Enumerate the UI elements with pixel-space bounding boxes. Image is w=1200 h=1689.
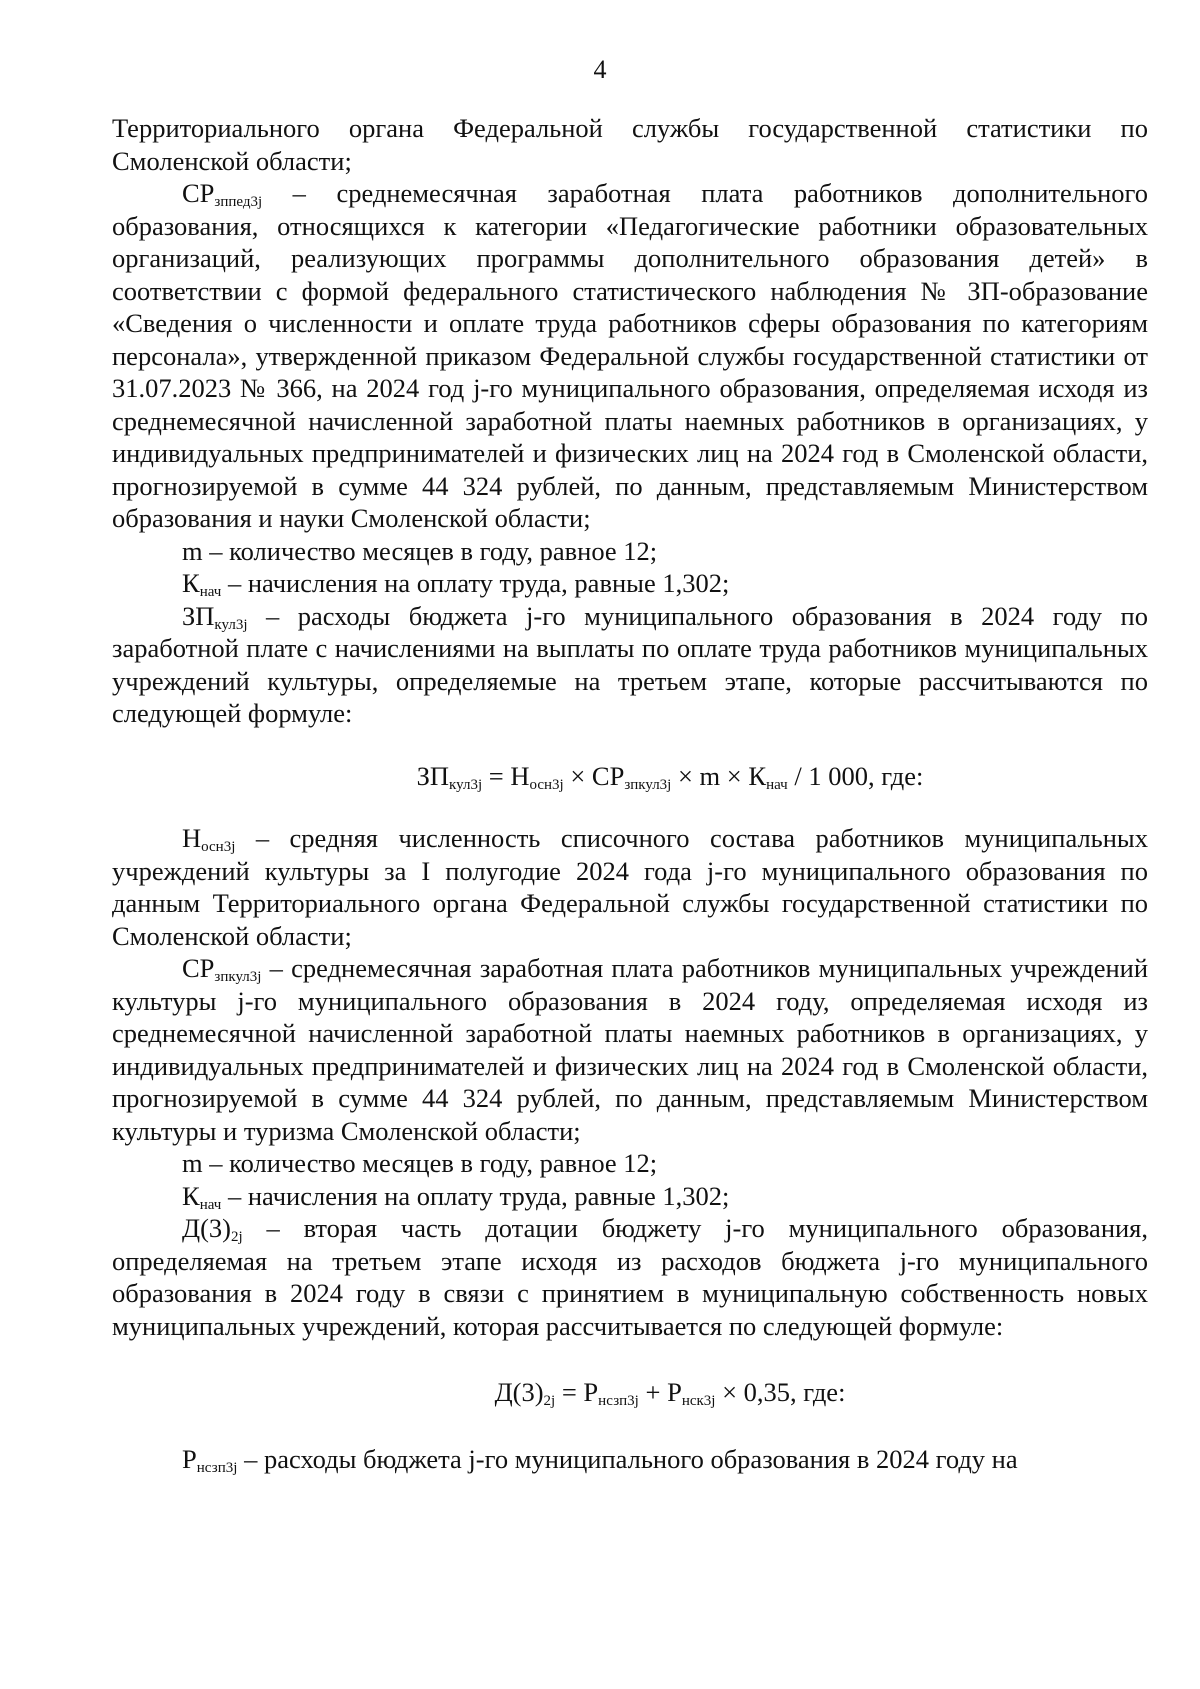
formula-lhs-subscript: кул3j	[449, 776, 483, 793]
paragraph-cr-zpkul	[112, 952, 1148, 1147]
formula-tail: / 1 000, где:	[787, 760, 924, 791]
paragraph-text: – начисления на оплату труда, равные 1,302;	[221, 568, 730, 598]
formula-term-subscript: нсзп3j	[598, 1393, 639, 1409]
formula-term: К	[748, 760, 767, 791]
formula-term: Р	[667, 1377, 682, 1407]
paragraph-zp-kul	[112, 600, 1148, 730]
formula-operator: × m ×	[671, 760, 749, 791]
formula-term-subscript: нач	[766, 776, 788, 793]
paragraph-text: – начисления на оплату труда, равные 1,302;	[221, 1180, 730, 1211]
paragraph-text: – расходы бюджета j-го муниципального образования в 2024 году по заработной плате с начислениями на выплаты по оплате труда работников муниципальных учреждений культуры, определяемые на третьем этапе, которые рассчитываются по следующей формуле:	[112, 600, 1148, 728]
symbol: К	[182, 568, 200, 598]
symbol: СР	[182, 953, 215, 983]
symbol: К	[182, 1180, 200, 1211]
formula-term: Р	[583, 1377, 599, 1407]
formula-term-subscript: зпкул3j	[624, 776, 672, 793]
paragraph-text: – средняя численность списочного состава работников муниципальных учреждений культуры за I полугодие 2024 года j-го муниципального образования по данным Территориального органа Федеральной службы государственной статистики по Смоленской области;	[112, 823, 1148, 951]
formula-lhs: Д(3)	[494, 1377, 544, 1407]
paragraph-m-2: m – количество месяцев в году, равное 12;	[182, 1148, 658, 1178]
paragraph-cr-zpped	[112, 177, 1148, 535]
formula-lhs: ЗП	[416, 760, 450, 791]
paragraph-continuation: Территориального органа Федеральной службы государственной статистики по Смоленской области;	[112, 113, 1148, 176]
formula-zp-kul	[192, 760, 1148, 793]
symbol: Н	[182, 823, 202, 853]
document-body	[112, 112, 1148, 1475]
symbol-subscript: зпкул3j	[214, 969, 262, 985]
paragraph-d3	[112, 1212, 1148, 1342]
symbol-subscript: 2j	[230, 1229, 243, 1245]
page-number: 4	[593, 55, 607, 84]
symbol-subscript: осн3j	[201, 839, 236, 855]
symbol: ЗП	[182, 600, 215, 631]
formula-term: Н	[510, 760, 530, 791]
formula-tail: × 0,35, где:	[715, 1377, 846, 1407]
formula-term-subscript: осн3j	[529, 776, 564, 793]
paragraph-m-1: m – количество месяцев в году, равное 12;	[182, 535, 658, 566]
paragraph-knach-1	[112, 567, 1148, 600]
formula-term: СР	[591, 760, 625, 791]
symbol: Д(3)	[182, 1213, 231, 1243]
paragraph-text: – среднемесячная заработная плата работников муниципальных учреждений культуры j-го муниципального образования в 2024 году, определяемая исходя из среднемесячной начисленной заработной платы наемных работников в организациях, у индивидуальных предпринимателей и физических лиц на 2024 год в Смоленской области, прогнозируемой в сумме 44 324 рублей, по данным, представляемым Министерством культуры и туризма Смоленской области;	[112, 953, 1148, 1146]
paragraph-n-osn	[112, 822, 1148, 952]
symbol: Р	[182, 1443, 197, 1474]
symbol-subscript: нсзп3j	[196, 1459, 238, 1476]
formula-operator: ×	[563, 760, 592, 791]
formula-d3	[192, 1376, 1148, 1409]
formula-lhs-subscript: 2j	[543, 1393, 556, 1409]
formula-term-subscript: нск3j	[681, 1393, 716, 1409]
symbol-subscript: кул3j	[214, 616, 248, 633]
symbol-subscript: нач	[199, 584, 222, 600]
paragraph-knach-2	[112, 1180, 1148, 1213]
formula-equals: =	[555, 1377, 584, 1407]
paragraph-text: – вторая часть дотации бюджету j-го муниципального образования, определяемая на третьем этапе исходя из расходов бюджета j-го муниципального образования в 2024 году в связи с принятием в муниципальную собственность новых муниципальных учреждений, которая рассчитывается по следующей формуле:	[112, 1213, 1148, 1341]
formula-equals: =	[482, 760, 511, 791]
formula-operator: +	[638, 1377, 668, 1407]
paragraph-text: – расходы бюджета j-го муниципального образования в 2024 году на	[237, 1443, 1018, 1474]
symbol: СР	[182, 178, 215, 208]
paragraph-r-nszp	[112, 1443, 1148, 1476]
symbol-subscript: зппед3j	[214, 194, 263, 210]
symbol-subscript: нач	[199, 1196, 222, 1213]
paragraph-text: – среднемесячная заработная плата работников дополнительного образования, относящихся к категории «Педагогические работники образовательных организаций, реализующих программы дополнительного образования детей» в соответствии с формой федерального статистического наблюдения № ЗП-образование «Сведения о численности и оплате труда работников сферы образования по категориям персонала», утвержденной приказом Федеральной службы государственной статистики от 31.07.2023 № 366, на 2024 год j-го муниципального образования, определяемая исходя из среднемесячной начисленной заработной платы наемных работников в организациях, у индивидуальных предпринимателей и физических лиц на 2024 год в Смоленской области, прогнозируемой в сумме 44 324 рублей, по данным, представляемым Министерством образования и науки Смоленской области;	[112, 178, 1148, 533]
